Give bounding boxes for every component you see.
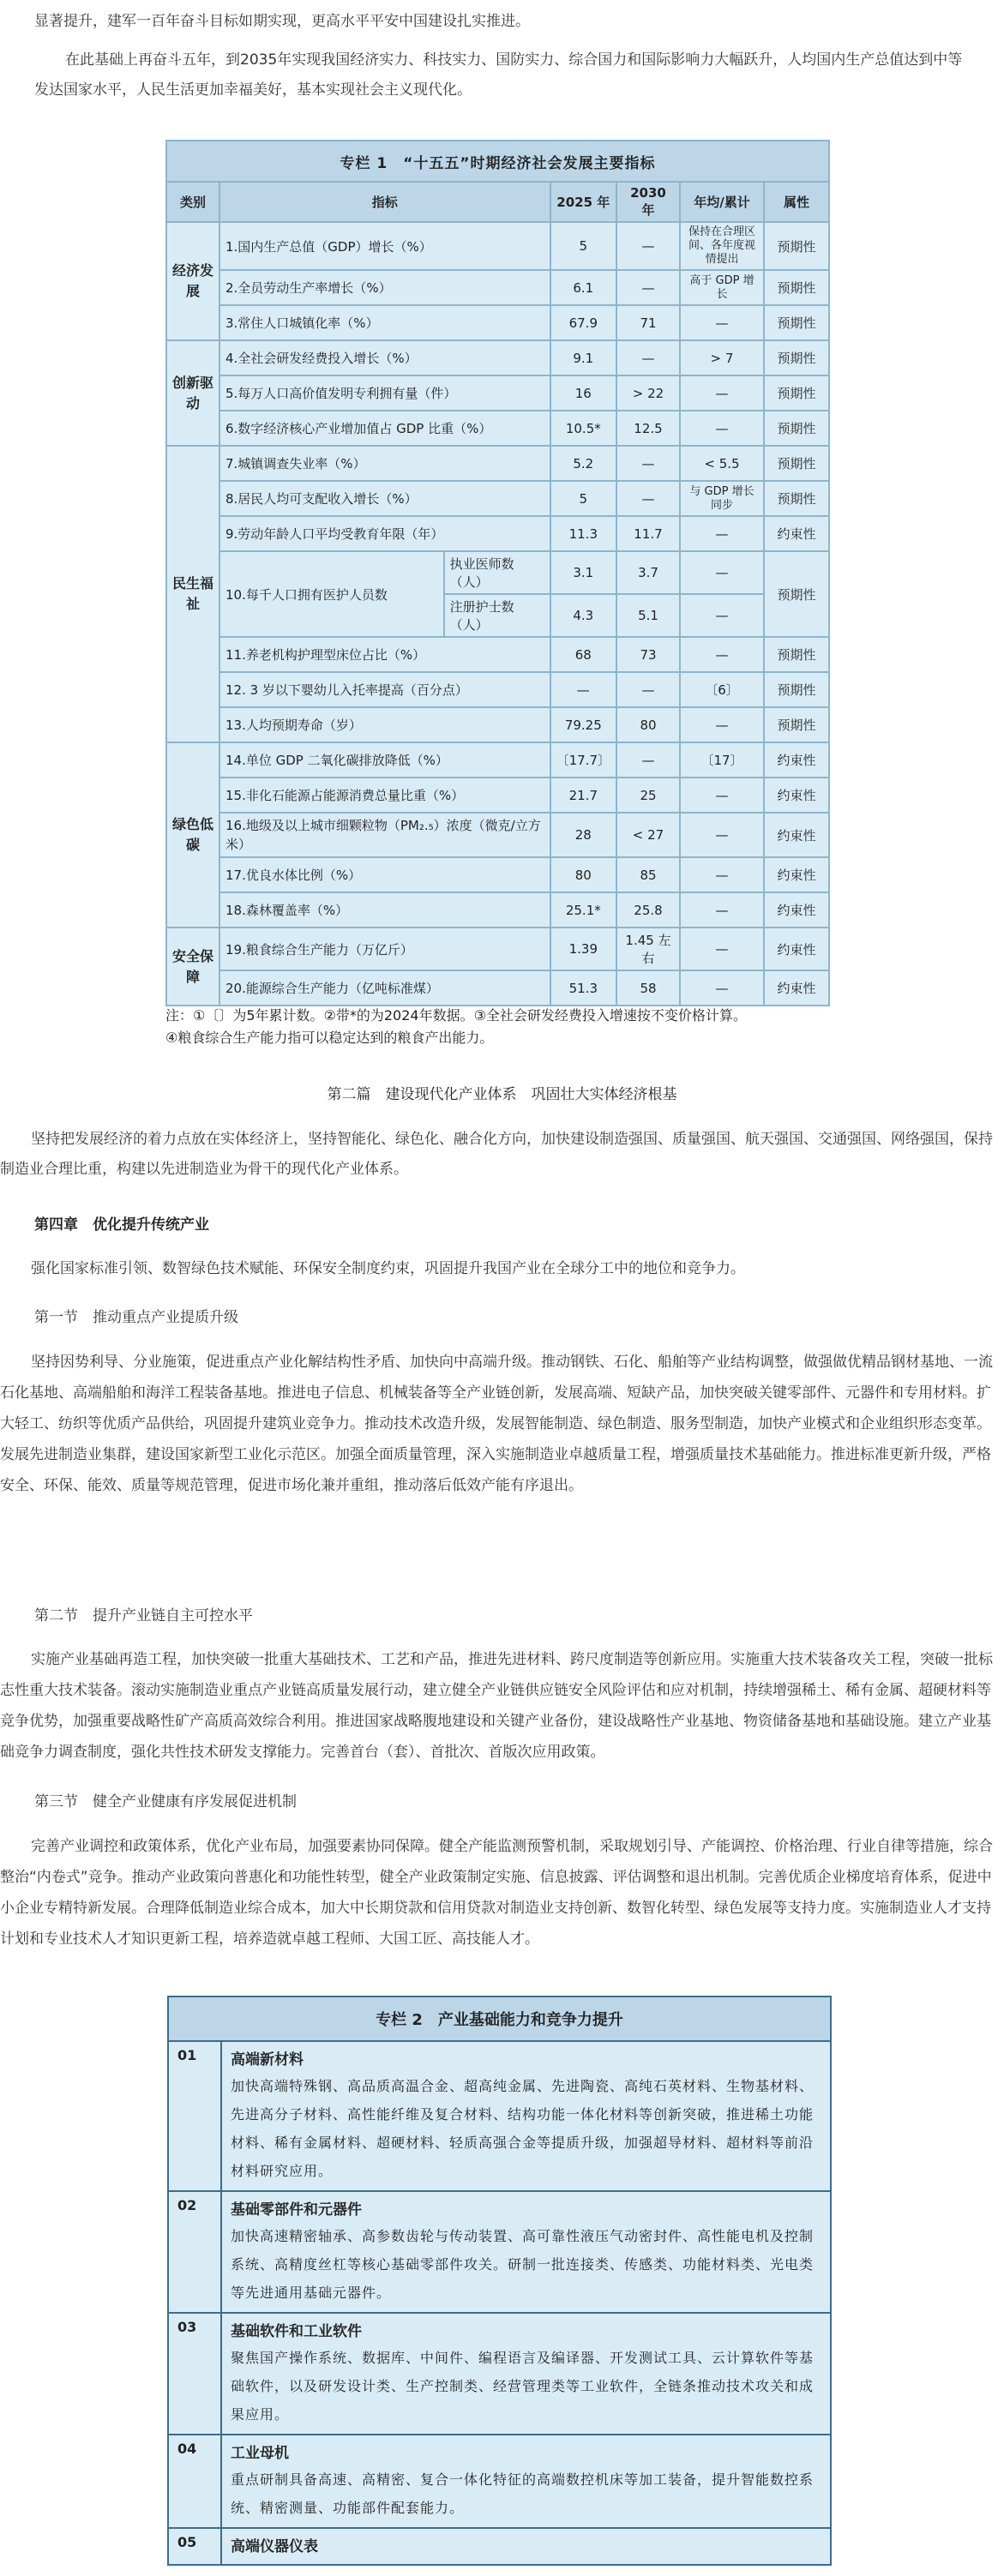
- section-2-heading: [0, 1603, 1004, 1624]
- value-2030: —: [616, 222, 680, 270]
- section-1-body: [0, 1347, 1004, 1501]
- header-attribute: 属性: [764, 182, 829, 222]
- indicator-name: 5.每万人口高价值发明专利拥有量（件）: [219, 375, 550, 411]
- value-attribute: 约束性: [764, 813, 829, 857]
- chapter-title: 第四章 优化提升传统产业: [34, 1216, 209, 1234]
- value-2025: 5: [550, 222, 616, 270]
- value-2025: 79.25: [550, 707, 616, 742]
- table-row: [166, 375, 829, 411]
- value-attribute: 约束性: [764, 892, 829, 928]
- value-2025: 16: [550, 375, 616, 411]
- value-average: —: [680, 594, 764, 637]
- value-average: —: [680, 928, 764, 970]
- value-2030: —: [616, 270, 680, 305]
- table-row: [166, 928, 829, 970]
- value-2030: 80: [616, 707, 680, 742]
- header-indicator: 指标: [219, 182, 550, 222]
- value-2030: 85: [616, 857, 680, 892]
- category-green: 绿色低碳: [166, 742, 219, 928]
- indicator-name: 16.地级及以上城市细颗粒物（PM₂.₅）浓度（微克/立方米）: [219, 813, 550, 857]
- item-number: 01: [168, 2041, 221, 2191]
- value-attribute: 预期性: [764, 411, 829, 446]
- value-2030: > 22: [616, 375, 680, 411]
- value-attribute: 预期性: [764, 481, 829, 516]
- item-text: 聚焦国产操作系统、数据库、中间件、编程语言及编译器、开发测试工具、云计算软件等基础软件，以及研发设计类、生产控制类、经营管理类等工业软件，全链条推动技术攻关和成果应用。: [231, 2350, 815, 2423]
- indicator-name: 20.能源综合生产能力（亿吨标准煤）: [219, 970, 550, 1006]
- value-attribute: 预期性: [764, 551, 829, 637]
- indicator-name: 14.单位 GDP 二氧化碳排放降低（%）: [219, 742, 550, 778]
- intro-paragraph-1: 显著提升，建军一百年奋斗目标如期实现，更高水平平安中国建设扎实推进。: [34, 13, 530, 30]
- part-intro: [0, 1125, 1004, 1185]
- table-row: [166, 222, 829, 270]
- value-average: —: [680, 970, 764, 1006]
- indicator-name: 9.劳动年龄人口平均受教育年限（年）: [219, 516, 550, 551]
- item-title: 工业母机: [231, 2445, 289, 2462]
- value-average: 〔6〕: [680, 672, 764, 707]
- value-average: 〔17〕: [680, 742, 764, 778]
- value-2030: 5.1: [616, 594, 680, 637]
- value-average: —: [680, 551, 764, 594]
- feature-box-caption: 专栏 2 产业基础能力和竞争力提升: [168, 1997, 831, 2041]
- chapter-intro: [0, 1254, 1004, 1284]
- item-number: 04: [168, 2435, 221, 2528]
- chapter-paragraph: 强化国家标准引领、数智绿色技术赋能、环保安全制度约束，巩固提升我国产业在全球分工中的地位和竞争力。: [31, 1260, 745, 1277]
- item-title: 高端新材料: [231, 2051, 304, 2069]
- table-row: [166, 707, 829, 742]
- table-row: [166, 340, 829, 375]
- value-average: —: [680, 778, 764, 813]
- value-attribute: 预期性: [764, 637, 829, 672]
- value-2025: 28: [550, 813, 616, 857]
- indicator-name: 19.粮食综合生产能力（万亿斤）: [219, 928, 550, 970]
- value-2025: 68: [550, 637, 616, 672]
- indicator-table: [165, 140, 830, 1006]
- value-attribute: 预期性: [764, 375, 829, 411]
- section-3-heading: [0, 1789, 1004, 1810]
- indicator-name: 2.全员劳动生产率增长（%）: [219, 270, 550, 305]
- table-row: [166, 813, 829, 857]
- value-2025: 9.1: [550, 340, 616, 375]
- indicator-table-container: [165, 140, 830, 1006]
- item-title: 高端仪器仪表: [231, 2538, 318, 2555]
- section-paragraph: 实施产业基础再造工程，加快突破一批重大基础技术、工艺和产品，推进先进材料、跨尺度制造等创新应用。实施重大技术装备攻关工程，突破一批标志性重大技术装备。滚动实施制造业重点产业链高质量发展行动，建立健全产业链供应链安全风险评估和应对机制，持续增强稀土、稀有金属、超硬材料等竞争优势，加强重要战略性矿产高质高效综合利用。推进国家战略腹地建设和关键产业备份，建设战略性产业基地、物资储备基地和基础设施。建立产业基础竞争力调查制度，强化共性技术研发支撑能力。完善首台（套）、首批次、首版次应用政策。: [0, 1651, 993, 1761]
- value-2025: 10.5*: [550, 411, 616, 446]
- indicator-name: 13.人均预期寿命（岁）: [219, 707, 550, 742]
- category-economic: 经济发展: [166, 222, 219, 340]
- table-row: [166, 305, 829, 340]
- value-2025: 5: [550, 481, 616, 516]
- feature-item: [168, 2191, 831, 2313]
- value-2025: 6.1: [550, 270, 616, 305]
- indicator-name: 6.数字经济核心产业增加值占 GDP 比重（%）: [219, 411, 550, 446]
- header-2030: 2030 年: [616, 182, 680, 222]
- category-livelihood: 民生福祉: [166, 446, 219, 742]
- table-row: [166, 857, 829, 892]
- value-average: —: [680, 305, 764, 340]
- section-title: 第二节 提升产业链自主可控水平: [34, 1607, 253, 1624]
- item-number: 02: [168, 2191, 221, 2313]
- feature-box-container: [167, 1996, 832, 2566]
- value-2025: 80: [550, 857, 616, 892]
- value-attribute: 预期性: [764, 340, 829, 375]
- value-2030: —: [616, 340, 680, 375]
- value-attribute: 约束性: [764, 742, 829, 778]
- value-2025: 1.39: [550, 928, 616, 970]
- table-row: [166, 672, 829, 707]
- section-title: 第一节 推动重点产业提质升级: [34, 1309, 238, 1326]
- value-2030: 71: [616, 305, 680, 340]
- value-average: —: [680, 857, 764, 892]
- section-3-body: [0, 1831, 1004, 1955]
- value-2030: 11.7: [616, 516, 680, 551]
- value-attribute: 预期性: [764, 222, 829, 270]
- intro-section: [0, 7, 1004, 105]
- value-average: —: [680, 892, 764, 928]
- table-row: [166, 516, 829, 551]
- item-number: 03: [168, 2313, 221, 2435]
- indicator-name: 15.非化石能源占能源消费总量比重（%）: [219, 778, 550, 813]
- item-text: 加快高速精密轴承、高参数齿轮与传动装置、高可靠性液压气动密封件、高性能电机及控制系统、高精度丝杠等核心基础零部件攻关。研制一批连接类、传感类、功能材料类、光电类等先进通用基础元器件。: [231, 2228, 815, 2301]
- value-2025: 21.7: [550, 778, 616, 813]
- item-text: 加快高端特殊钢、高品质高温合金、超高纯金属、先进陶瓷、高纯石英材料、生物基材料、先进高分子材料、高性能纤维及复合材料、结构功能一体化材料等创新突破，推进稀土功能材料、稀有金属材料、超硬材料、轻质高强合金等提质升级，加强超导材料、超材料等前沿材料研究应用。: [231, 2078, 815, 2179]
- table-row: [166, 481, 829, 516]
- value-2030: 73: [616, 637, 680, 672]
- value-average: 高于 GDP 增长: [680, 270, 764, 305]
- item-title: 基础软件和工业软件: [231, 2323, 362, 2340]
- value-attribute: 约束性: [764, 970, 829, 1006]
- value-2030: 3.7: [616, 551, 680, 594]
- value-2030: —: [616, 742, 680, 778]
- value-attribute: 约束性: [764, 778, 829, 813]
- table-row: [166, 637, 829, 672]
- indicator-name: 4.全社会研发经费投入增长（%）: [219, 340, 550, 375]
- section-paragraph: 坚持因势利导、分业施策，促进重点产业化解结构性矛盾、加快向中高端升级。推动钢铁、石化、船舶等产业结构调整，做强做优精品钢材基地、一流石化基地、高端船舶和海洋工程装备基地。推进电子信息、机械装备等全产业链创新，发展高端、短缺产品，加快突破关键零部件、元器件和专用材料。扩大轻工、纺织等优质产品供给，巩固提升建筑业竞争力。推动技术改造升级，发展智能制造、绿色制造、服务型制造，加快产业模式和企业组织形态变革。发展先进制造业集群，建设国家新型工业化示范区。加强全面质量管理，深入实施制造业卓越质量工程，增强质量技术基础能力。推进标准更新升级，严格安全、环保、能效、质量等规范管理，促进市场化兼并重组，推动落后低效产能有序退出。: [0, 1354, 993, 1494]
- indicator-name: 7.城镇调查失业率（%）: [219, 446, 550, 481]
- feature-item: [168, 2313, 831, 2435]
- table-row: [166, 892, 829, 928]
- indicator-name: 18.森林覆盖率（%）: [219, 892, 550, 928]
- section-2-body: [0, 1644, 1004, 1768]
- value-2030: 25.8: [616, 892, 680, 928]
- value-2025: 51.3: [550, 970, 616, 1006]
- item-number: 05: [168, 2528, 221, 2565]
- value-2025: 3.1: [550, 551, 616, 594]
- value-2030: —: [616, 672, 680, 707]
- table-row: [166, 742, 829, 778]
- value-average: —: [680, 375, 764, 411]
- indicator-name: 11.养老机构护理型床位占比（%）: [219, 637, 550, 672]
- value-attribute: 约束性: [764, 928, 829, 970]
- feature-item: [168, 2435, 831, 2528]
- value-average: 保持在合理区间、各年度视情提出: [680, 222, 764, 270]
- value-attribute: 约束性: [764, 857, 829, 892]
- header-average: 年均/累计: [680, 182, 764, 222]
- table-row: [166, 778, 829, 813]
- value-2030: 1.45 左右: [616, 928, 680, 970]
- value-2025: 67.9: [550, 305, 616, 340]
- sub-indicator-name: 执业医师数（人）: [444, 551, 550, 594]
- table-caption: 专栏 1 “十五五”时期经济社会发展主要指标: [166, 141, 829, 182]
- value-average: —: [680, 411, 764, 446]
- part-title: 第二篇 建设现代化产业体系 巩固壮大实体经济根基: [327, 1086, 677, 1103]
- sub-indicator-name: 注册护士数（人）: [444, 594, 550, 637]
- category-security: 安全保障: [166, 928, 219, 1006]
- value-average: < 5.5: [680, 446, 764, 481]
- value-2025: 〔17.7〕: [550, 742, 616, 778]
- chapter-heading: [0, 1212, 1004, 1234]
- value-attribute: 预期性: [764, 305, 829, 340]
- value-attribute: 预期性: [764, 672, 829, 707]
- value-2030: 25: [616, 778, 680, 813]
- value-attribute: 预期性: [764, 707, 829, 742]
- value-average: —: [680, 516, 764, 551]
- indicator-name: 1.国内生产总值（GDP）增长（%）: [219, 222, 550, 270]
- value-attribute: 约束性: [764, 516, 829, 551]
- indicator-name: 10.每千人口拥有医护人员数: [219, 551, 444, 637]
- value-average: 与 GDP 增长同步: [680, 481, 764, 516]
- intro-paragraph-2: 在此基础上再奋斗五年，到2035年实现我国经济实力、科技实力、国防实力、综合国力和国际影响力大幅跃升，人均国内生产总值达到中等发达国家水平，人民生活更加幸福美好，基本实现社会主义现代化。: [34, 51, 963, 99]
- value-2030: < 27: [616, 813, 680, 857]
- note-line-1: 注：①〔〕为5年累计数。②带*的为2024年数据。③全社会研发经费投入增速按不变价格计算。: [165, 1007, 747, 1024]
- value-2025: 11.3: [550, 516, 616, 551]
- value-2030: 58: [616, 970, 680, 1006]
- value-attribute: 预期性: [764, 270, 829, 305]
- feature-box-table: [167, 1996, 832, 2566]
- value-average: —: [680, 637, 764, 672]
- category-innovation: 创新驱动: [166, 340, 219, 446]
- section-paragraph: 完善产业调控和政策体系，优化产业布局，加强要素协同保障。健全产能监测预警机制，采取规划引导、产能调控、价格治理、行业自律等措施，综合整治“内卷式”竞争。推动产业政策向普惠化和功能性转型，健全产业政策制定实施、信息披露、评估调整和退出机制。完善优质企业梯度培育体系，促进中小企业专精特新发展。合理降低制造业综合成本，加大中长期贷款和信用贷款对制造业支持创新、数智化转型、绿色发展等支持力度。实施制造业人才支持计划和专业技术人才知识更新工程，培养造就卓越工程师、大国工匠、高技能人才。: [0, 1838, 993, 1948]
- indicator-name: 17.优良水体比例（%）: [219, 857, 550, 892]
- section-1-heading: [0, 1305, 1004, 1326]
- indicator-name: 8.居民人均可支配收入增长（%）: [219, 481, 550, 516]
- section-title: 第三节 健全产业健康有序发展促进机制: [34, 1793, 297, 1810]
- value-attribute: 预期性: [764, 446, 829, 481]
- value-2030: —: [616, 446, 680, 481]
- table-row: [166, 446, 829, 481]
- value-2025: 25.1*: [550, 892, 616, 928]
- value-average: —: [680, 813, 764, 857]
- value-2025: 5.2: [550, 446, 616, 481]
- feature-item: [168, 2528, 831, 2565]
- item-title: 基础零部件和元器件: [231, 2201, 362, 2219]
- table-notes: [165, 1005, 851, 1049]
- value-average: > 7: [680, 340, 764, 375]
- part-paragraph: 坚持把发展经济的着力点放在实体经济上，坚持智能化、绿色化、融合化方向，加快建设制造强国、质量强国、航天强国、交通强国、网络强国，保持制造业合理比重，构建以先进制造业为骨干的现代化产业体系。: [0, 1131, 993, 1178]
- table-row: [166, 270, 829, 305]
- header-category: 类别: [166, 182, 219, 222]
- feature-item: [168, 2041, 831, 2191]
- table-row: [166, 551, 829, 594]
- value-2030: —: [616, 481, 680, 516]
- header-2025: 2025 年: [550, 182, 616, 222]
- table-row: [166, 970, 829, 1006]
- indicator-name: 3.常住人口城镇化率（%）: [219, 305, 550, 340]
- value-2025: 4.3: [550, 594, 616, 637]
- value-2025: —: [550, 672, 616, 707]
- item-text: 重点研制具备高速、高精密、复合一体化特征的高端数控机床等加工装备，提升智能数控系统、精密测量、功能部件配套能力。: [231, 2471, 815, 2516]
- note-line-2: ④粮食综合生产能力指可以稳定达到的粮食产出能力。: [165, 1030, 494, 1046]
- indicator-name: 12. 3 岁以下婴幼儿入托率提高（百分点）: [219, 672, 550, 707]
- value-average: —: [680, 707, 764, 742]
- value-2030: 12.5: [616, 411, 680, 446]
- table-row: [166, 411, 829, 446]
